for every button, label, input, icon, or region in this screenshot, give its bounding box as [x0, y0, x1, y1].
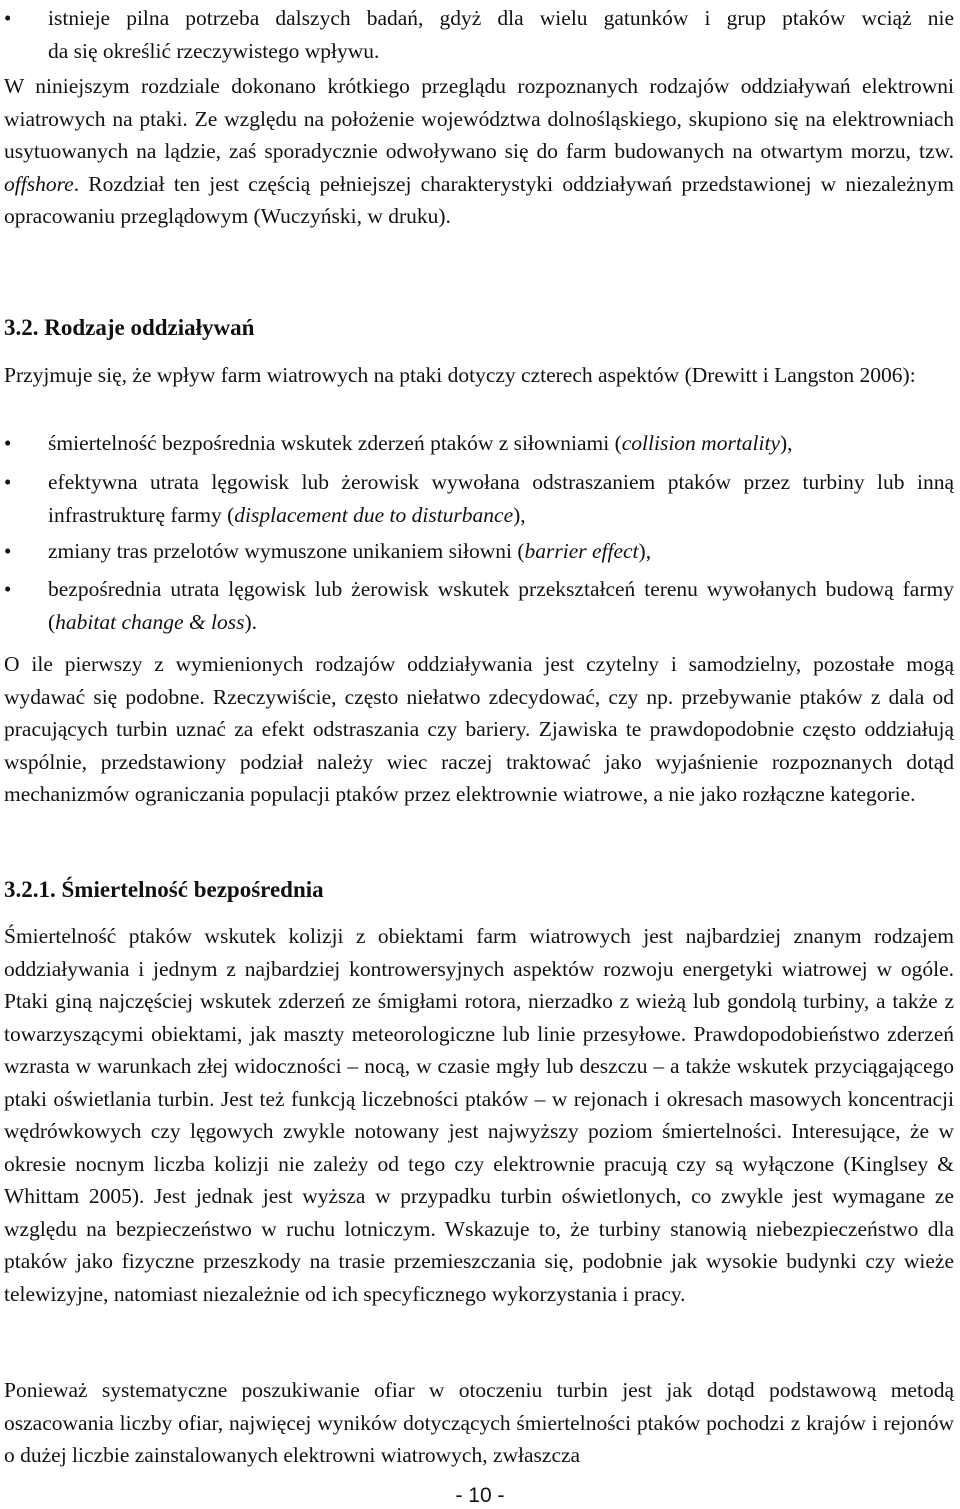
list-item-text-line: istnieje pilna potrzeba dalszych badań, gdyż dla wielu gatunków i grup ptaków wciąż nie — [48, 6, 954, 30]
list-item — [4, 466, 954, 531]
paragraph: Ponieważ systematyczne poszukiwanie ofiar w otoczeniu turbin jest jak dotąd podstawową metodą oszacowania liczby ofiar, najwięcej wyników dotyczących śmiertelności ptaków pochodzi z krajów i rejonów o dużej liczbie zainstalowanych elektrowni wiatrowych, zwłaszcza — [4, 1378, 954, 1467]
bullet-dot: • — [4, 577, 12, 601]
paragraph-text: . Rozdział ten jest częścią pełniejszej charakterystyki oddziaływań przedstawionej w niezależnym opracowaniu przeglądowym (Wuczyński, w druku). — [4, 171, 954, 228]
section-heading: 3.2.1. Śmiertelność bezpośrednia — [4, 877, 324, 902]
bullet-dot: • — [4, 470, 12, 494]
paragraph: O ile pierwszy z wymienionych rodzajów oddziaływania jest czytelny i samodzielny, pozostałe mogą wydawać się podobne. Rzeczywiście, często niełatwo zdecydować, czy np. przebywanie ptaków z dala od pracujących turbin uznać za efekt odstraszania czy bariery. Zjawiska te prawdopodobnie często oddziałują wspólnie, przedstawiony podział należy wiec raczej traktować jako wyjaśnienie rozpoznanych dotąd mechanizmów ograniczania populacji ptaków przez elektrownie wiatrowe, a nie jako rozłączne kategorie. — [4, 652, 954, 806]
list-item — [4, 427, 954, 460]
page-number: - 10 - — [455, 1484, 505, 1507]
list-item — [4, 535, 954, 568]
paragraph: Przyjmuje się, że wpływ farm wiatrowych na ptaki dotyczy czterech aspektów (Drewitt i Langston 2006): — [4, 363, 916, 387]
list-item-text: śmiertelność bezpośrednia wskutek zderzeń ptaków z siłowniami (collision mortality), — [48, 431, 793, 455]
paragraph: Śmiertelność ptaków wskutek kolizji z obiektami farm wiatrowych jest najbardziej znanym rodzajem oddziaływania i jednym z najbardziej kontrowersyjnych aspektów rozwoju energetyki wiatrowej w ogóle. Ptaki giną najczęściej wskutek zderzeń ze śmigłami rotora, nierzadko z wieżą lub gondolą turbiny, a także z towarzyszącymi obiektami, jak maszty meteorologiczne lub linie przesyłowe. Prawdopodobieństwo zderzeń wzrasta w warunkach złej widoczności – nocą, w czasie mgły lub deszczu – a także wskutek przyciągającego ptaki oświetlania turbin. Jest też funkcją liczebności ptaków – w rejonach i okresach masowych koncentracji wędrówkowych czy lęgowych zwykle notowany jest najwyższy poziom śmiertelności. Interesujące, że w okresie nocnym liczba kolizji nie zależy od tego czy elektrownie pracują czy są wyłączone (Kinglsey & Whittam 2005). Jest jednak jest wyższa w przypadku turbin oświetlonych, co zwykle jest wymagane ze względu na bezpieczeństwo w ruchu lotniczym. Wskazuje to, że turbiny stanowią niebezpieczeństwo dla ptaków jako fizyczne przeszkody na trasie przemieszczania się, podobnie jak wysokie budynki czy wieże telewizyjne, natomiast niezależnie od ich specyficznego wykorzystania i pracy. — [4, 924, 954, 1306]
list-item-text-line: da się określić rzeczywistego wpływu. — [48, 38, 380, 63]
paragraph-text: W niniejszym rozdziale dokonano krótkiego przeglądu rozpoznanych rodzajów oddziaływań elektrowni wiatrowych na ptaki. Ze względu na położenie województwa dolnośląskiego, skupiono się na elektrowniach usytuowanych na lądzie, zaś sporadycznie odwoływano się do farm budowanych na otwartym morzu, tzw. — [4, 74, 954, 163]
list-item — [4, 2, 954, 67]
paragraph — [4, 70, 954, 233]
paragraph-italic: offshore — [4, 171, 74, 196]
bullet-dot: • — [4, 539, 12, 563]
section-heading: 3.2. Rodzaje oddziaływań — [4, 315, 255, 340]
bullet-dot: • — [4, 431, 12, 455]
list-item-text: zmiany tras przelotów wymuszone unikaniem siłowni (barrier effect), — [48, 539, 652, 563]
bullet-dot: • — [4, 6, 12, 30]
list-item-text: efektywna utrata lęgowisk lub żerowisk wywołana odstraszaniem ptaków przez turbiny lub inną infrastrukturę farmy (displacement due to disturbance), — [48, 470, 954, 527]
list-item — [4, 573, 954, 638]
list-item-text: bezpośrednia utrata lęgowisk lub żerowisk wskutek przekształceń terenu wywołanych budową farmy (habitat change & loss). — [48, 577, 954, 634]
